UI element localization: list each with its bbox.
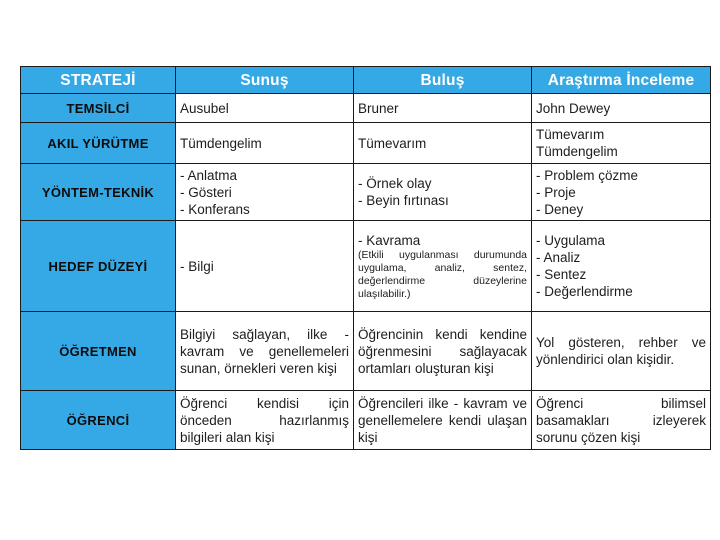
cell-hedef-bulus [354,221,532,312]
cell-temsilci-bulus: Bruner [354,94,532,123]
note-text: (Etkili uygulanması durumunda uygulama, analiz, sentez, değerlendirme düzeylerine ulaşılabilir.) [358,248,527,300]
cell-hedef-arastirma [532,221,711,312]
table-row [21,312,711,391]
list-item: - Problem çözme [536,167,639,183]
strategy-table-container [20,66,710,445]
list-item: - Değerlendirme [536,284,633,299]
row-label-akil-yurutme: AKIL YÜRÜTME [21,123,176,164]
header-row [21,67,711,94]
header-strateji: STRATEJİ [21,67,176,94]
list-item: Tümdengelim [536,144,618,159]
cell-akil-bulus: Tümevarım [354,123,532,164]
row-label-temsilci: TEMSİLCİ [21,94,176,123]
header-sunus: Sunuş [176,67,354,94]
cell-temsilci-sunus: Ausubel [176,94,354,123]
strategy-comparison-table [20,66,711,450]
table-row [21,94,711,123]
cell-yontem-sunus [176,164,354,221]
cell-akil-sunus: Tümdengelim [176,123,354,164]
list-item: - Gösteri [180,184,232,200]
row-label-ogretmen: ÖĞRETMEN [21,312,176,391]
row-label-hedef-duzeyi: HEDEF DÜZEYİ [21,221,176,312]
list-item: - Kavrama [358,232,421,248]
header-arastirma: Araştırma İnceleme [532,67,711,94]
cell-ogretmen-bulus: Öğrencinin kendi kendine öğrenmesini sağlayacak ortamları oluşturan kişi [354,312,532,391]
list-item: - Konferans [180,201,250,217]
table-row [21,123,711,164]
list-item: - Anlatma [180,167,238,183]
table-row [21,164,711,221]
cell-ogretmen-arastirma: Yol gösteren, rehber ve yönlendirici olan kişidir. [532,312,711,391]
cell-yontem-bulus [354,164,532,221]
cell-akil-arastirma [532,123,711,164]
list-item: - Örnek olay [358,176,432,191]
cell-yontem-arastirma [532,164,711,221]
header-bulus: Buluş [354,67,532,94]
list-item: - Uygulama [536,233,606,248]
cell-temsilci-arastirma: John Dewey [532,94,711,123]
row-label-ogrenci: ÖĞRENCİ [21,391,176,450]
cell-ogrenci-sunus: Öğrenci kendisi için önceden hazırlanmış bilgileri alan kişi [176,391,354,450]
list-item: - Analiz [536,250,581,265]
table-row [21,391,711,450]
table-row [21,221,711,312]
cell-ogretmen-sunus: Bilgiyi sağlayan, ilke - kavram ve genellemeleri sunan, örnekleri veren kişi [176,312,354,391]
list-item: - Deney [536,201,584,217]
cell-ogrenci-arastirma: Öğrenci bilimsel basamakları izleyerek sorunu çözen kişi [532,391,711,450]
row-label-yontem-teknik: YÖNTEM-TEKNİK [21,164,176,221]
cell-ogrenci-bulus: Öğrencileri ilke - kavram ve genellemelere kendi ulaşan kişi [354,391,532,450]
cell-hedef-sunus: - Bilgi [176,221,354,312]
list-item: - Sentez [536,267,587,282]
list-item: Tümevarım [536,127,605,142]
list-item: - Beyin fırtınası [358,193,449,208]
list-item: - Proje [536,184,576,200]
